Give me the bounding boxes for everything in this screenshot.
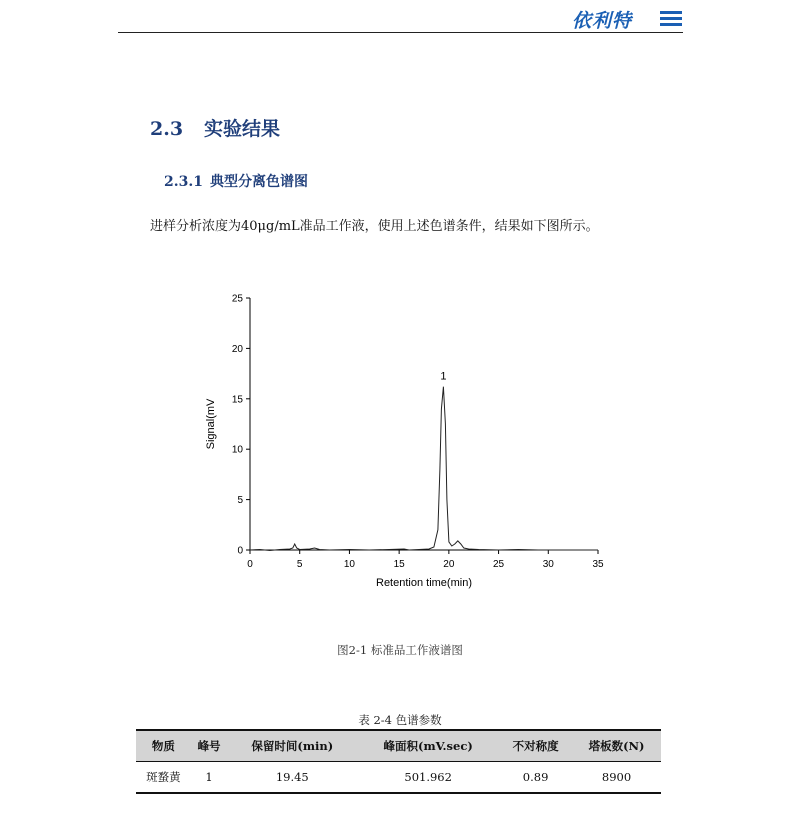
y-axis-label: Signal(mV — [205, 398, 217, 450]
x-tick-label: 15 — [393, 559, 405, 570]
table-row — [136, 762, 661, 794]
table-cell: 斑蝥黄 — [136, 762, 191, 794]
chromatogram-chart — [190, 288, 620, 598]
x-tick-label: 10 — [343, 559, 355, 570]
table-header-row — [136, 730, 661, 762]
table-caption: 表 2-4 色谱参数 — [358, 713, 442, 727]
table-cell: 501.962 — [357, 762, 499, 794]
body-paragraph: 进样分析浓度为40μg/mL准品工作液，使用上述色谱条件，结果如下图所示。 — [150, 219, 599, 234]
x-tick-label: 0 — [247, 559, 253, 570]
company-logo — [572, 6, 682, 30]
peak-label: 1 — [440, 370, 447, 383]
column-header: 峰面积(mV.sec) — [357, 730, 499, 762]
table-cell: 1 — [191, 762, 228, 794]
section-title: 实验结果 — [204, 118, 281, 140]
section-heading — [150, 114, 280, 141]
figure-caption: 图2-1 标准品工作液谱图 — [337, 643, 463, 657]
y-tick-label: 5 — [237, 495, 243, 507]
chromatogram-trace — [250, 387, 598, 551]
column-header: 峰号 — [191, 730, 228, 762]
header-rule — [118, 32, 683, 33]
logo-bars-icon — [660, 11, 682, 29]
chromatography-parameters-table — [136, 729, 661, 794]
y-tick-label: 10 — [231, 444, 243, 456]
table-cell: 8900 — [572, 762, 661, 794]
table-cell: 0.89 — [499, 762, 572, 794]
x-axis-label: Retention time(min) — [376, 577, 472, 589]
section-number: 2.3 — [150, 118, 184, 140]
y-tick-label: 0 — [237, 545, 243, 557]
y-tick-label: 20 — [231, 343, 243, 355]
x-tick-label: 30 — [542, 559, 554, 570]
x-tick-label: 35 — [592, 559, 604, 570]
subsection-number: 2.3.1 — [164, 174, 203, 190]
column-header: 不对称度 — [499, 730, 572, 762]
column-header: 塔板数(N) — [572, 730, 661, 762]
y-tick-label: 15 — [231, 394, 243, 406]
x-tick-label: 5 — [296, 559, 303, 570]
column-header: 保留时间(min) — [227, 730, 357, 762]
logo-text: 依利特 — [572, 10, 633, 32]
column-header: 物质 — [136, 730, 191, 762]
x-tick-label: 25 — [493, 559, 505, 570]
x-tick-label: 20 — [443, 559, 455, 570]
y-tick-label: 25 — [231, 293, 243, 305]
subsection-heading — [164, 171, 308, 191]
subsection-title: 典型分离色谱图 — [210, 174, 308, 190]
table-cell: 19.45 — [227, 762, 357, 794]
